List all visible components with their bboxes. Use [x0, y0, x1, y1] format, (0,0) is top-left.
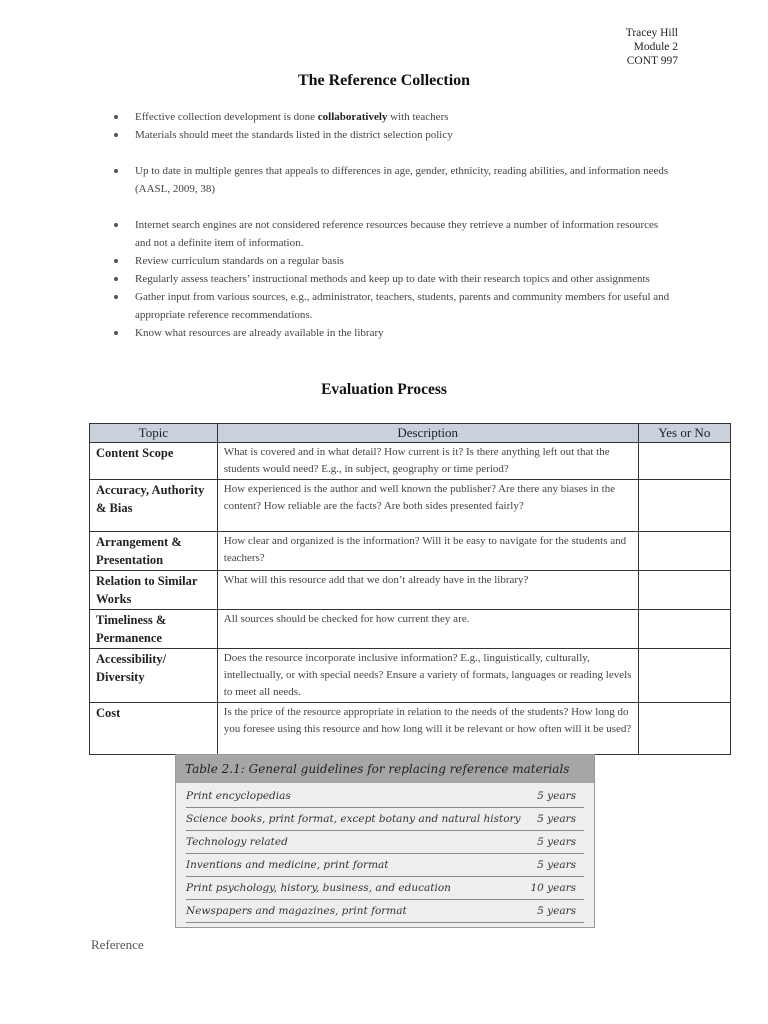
description-cell: How experienced is the author and well known the publisher? Are there any biases in the content? How reliable are the facts? Are both sides presented fairly?: [217, 480, 638, 532]
guidelines-rows: [176, 783, 594, 923]
column-header-topic: Topic: [90, 424, 218, 443]
guideline-row: [186, 854, 584, 877]
evaluation-table: [89, 423, 731, 755]
replacement-guidelines-table: [175, 754, 595, 928]
guideline-years: 5 years: [537, 790, 576, 802]
guideline-item: Newspapers and magazines, print format: [186, 905, 407, 917]
column-header-description: Description: [217, 424, 638, 443]
description-cell: Is the price of the resource appropriate in relation to the needs of the students? How long do you foresee using this resource and how long will it be relevant or how often will it be used?: [217, 703, 638, 755]
bullet-item: Gather input from various sources, e.g., administrator, teachers, students, parents and community members for useful and appropriate reference recommendations.: [112, 288, 672, 324]
bullet-item: Internet search engines are not considered reference resources because they retrieve a number of information resources and not a definite item of information.: [112, 216, 672, 252]
bullet-item: Up to date in multiple genres that appeals to differences in age, gender, ethnicity, reading abilities, and information needs (AASL, 2009, 38): [112, 162, 672, 198]
table-row: [90, 649, 731, 703]
table-row: [90, 571, 731, 610]
topic-cell: Accessibility/ Diversity: [90, 649, 218, 703]
guideline-years: 10 years: [530, 882, 576, 894]
author-header: [626, 26, 678, 68]
bullet-item: Effective collection development is done collaboratively with teachers: [112, 108, 672, 126]
bullet-item: Know what resources are already available in the library: [112, 324, 672, 342]
guideline-years: 5 years: [537, 836, 576, 848]
bullet-item: Materials should meet the standards listed in the district selection policy: [112, 126, 672, 144]
answer-cell[interactable]: [638, 480, 730, 532]
document-title: The Reference Collection: [297, 72, 471, 89]
guideline-row: [186, 900, 584, 923]
guideline-item: Science books, print format, except botany and natural history: [186, 813, 521, 825]
answer-cell[interactable]: [638, 703, 730, 755]
guideline-row: [186, 808, 584, 831]
guideline-years: 5 years: [537, 905, 576, 917]
answer-cell[interactable]: [638, 610, 730, 649]
bullet-item: Review curriculum standards on a regular basis: [112, 252, 672, 270]
guidelines-caption: Table 2.1: General guidelines for replacing reference materials: [176, 755, 594, 783]
guideline-years: 5 years: [537, 859, 576, 871]
guideline-row: [186, 831, 584, 854]
guideline-item: Technology related: [186, 836, 288, 848]
column-header-yes-no: Yes or No: [638, 424, 730, 443]
topic-cell: Relation to Similar Works: [90, 571, 218, 610]
answer-cell[interactable]: [638, 571, 730, 610]
answer-cell[interactable]: [638, 532, 730, 571]
description-cell: How clear and organized is the information? Will it be easy to navigate for the students and teachers?: [217, 532, 638, 571]
description-cell: All sources should be checked for how current they are.: [217, 610, 638, 649]
answer-cell[interactable]: [638, 443, 730, 480]
guideline-bullet-list: [112, 108, 672, 342]
guideline-item: Print encyclopedias: [186, 790, 291, 802]
evaluation-section-title: Evaluation Process: [321, 381, 447, 398]
guideline-row: [186, 785, 584, 808]
description-cell: Does the resource incorporate inclusive information? E.g., linguistically, culturally, intellectually, or with special needs? Ensure a variety of formats, languages or reading levels to meet all needs.: [217, 649, 638, 703]
course-code: CONT 997: [626, 55, 678, 67]
table-row: [90, 532, 731, 571]
table-row: [90, 610, 731, 649]
description-cell: What will this resource add that we don’t already have in the library?: [217, 571, 638, 610]
topic-cell: Accuracy, Authority & Bias: [90, 480, 218, 532]
bullet-item: Regularly assess teachers’ instructional methods and keep up to date with their research topics and other assignments: [112, 270, 672, 288]
table-header-row: [90, 424, 731, 443]
emphasis-text: collaboratively: [317, 111, 388, 123]
author-name: Tracey Hill: [625, 27, 678, 39]
description-cell: What is covered and in what detail? How current is it? Is there anything left out that the students would need? E.g., in subject, geography or time period?: [217, 443, 638, 480]
topic-cell: Content Scope: [90, 443, 218, 480]
topic-cell: Cost: [90, 703, 218, 755]
answer-cell[interactable]: [638, 649, 730, 703]
guideline-item: Print psychology, history, business, and education: [186, 882, 451, 894]
table-row: [90, 480, 731, 532]
module-label: Module 2: [633, 41, 678, 53]
topic-cell: Arrangement & Presentation: [90, 532, 218, 571]
table-row: [90, 703, 731, 755]
guideline-row: [186, 877, 584, 900]
reference-label: Reference: [91, 937, 144, 952]
guideline-item: Inventions and medicine, print format: [186, 859, 389, 871]
guideline-years: 5 years: [537, 813, 576, 825]
table-row: [90, 443, 731, 480]
topic-cell: Timeliness & Permanence: [90, 610, 218, 649]
